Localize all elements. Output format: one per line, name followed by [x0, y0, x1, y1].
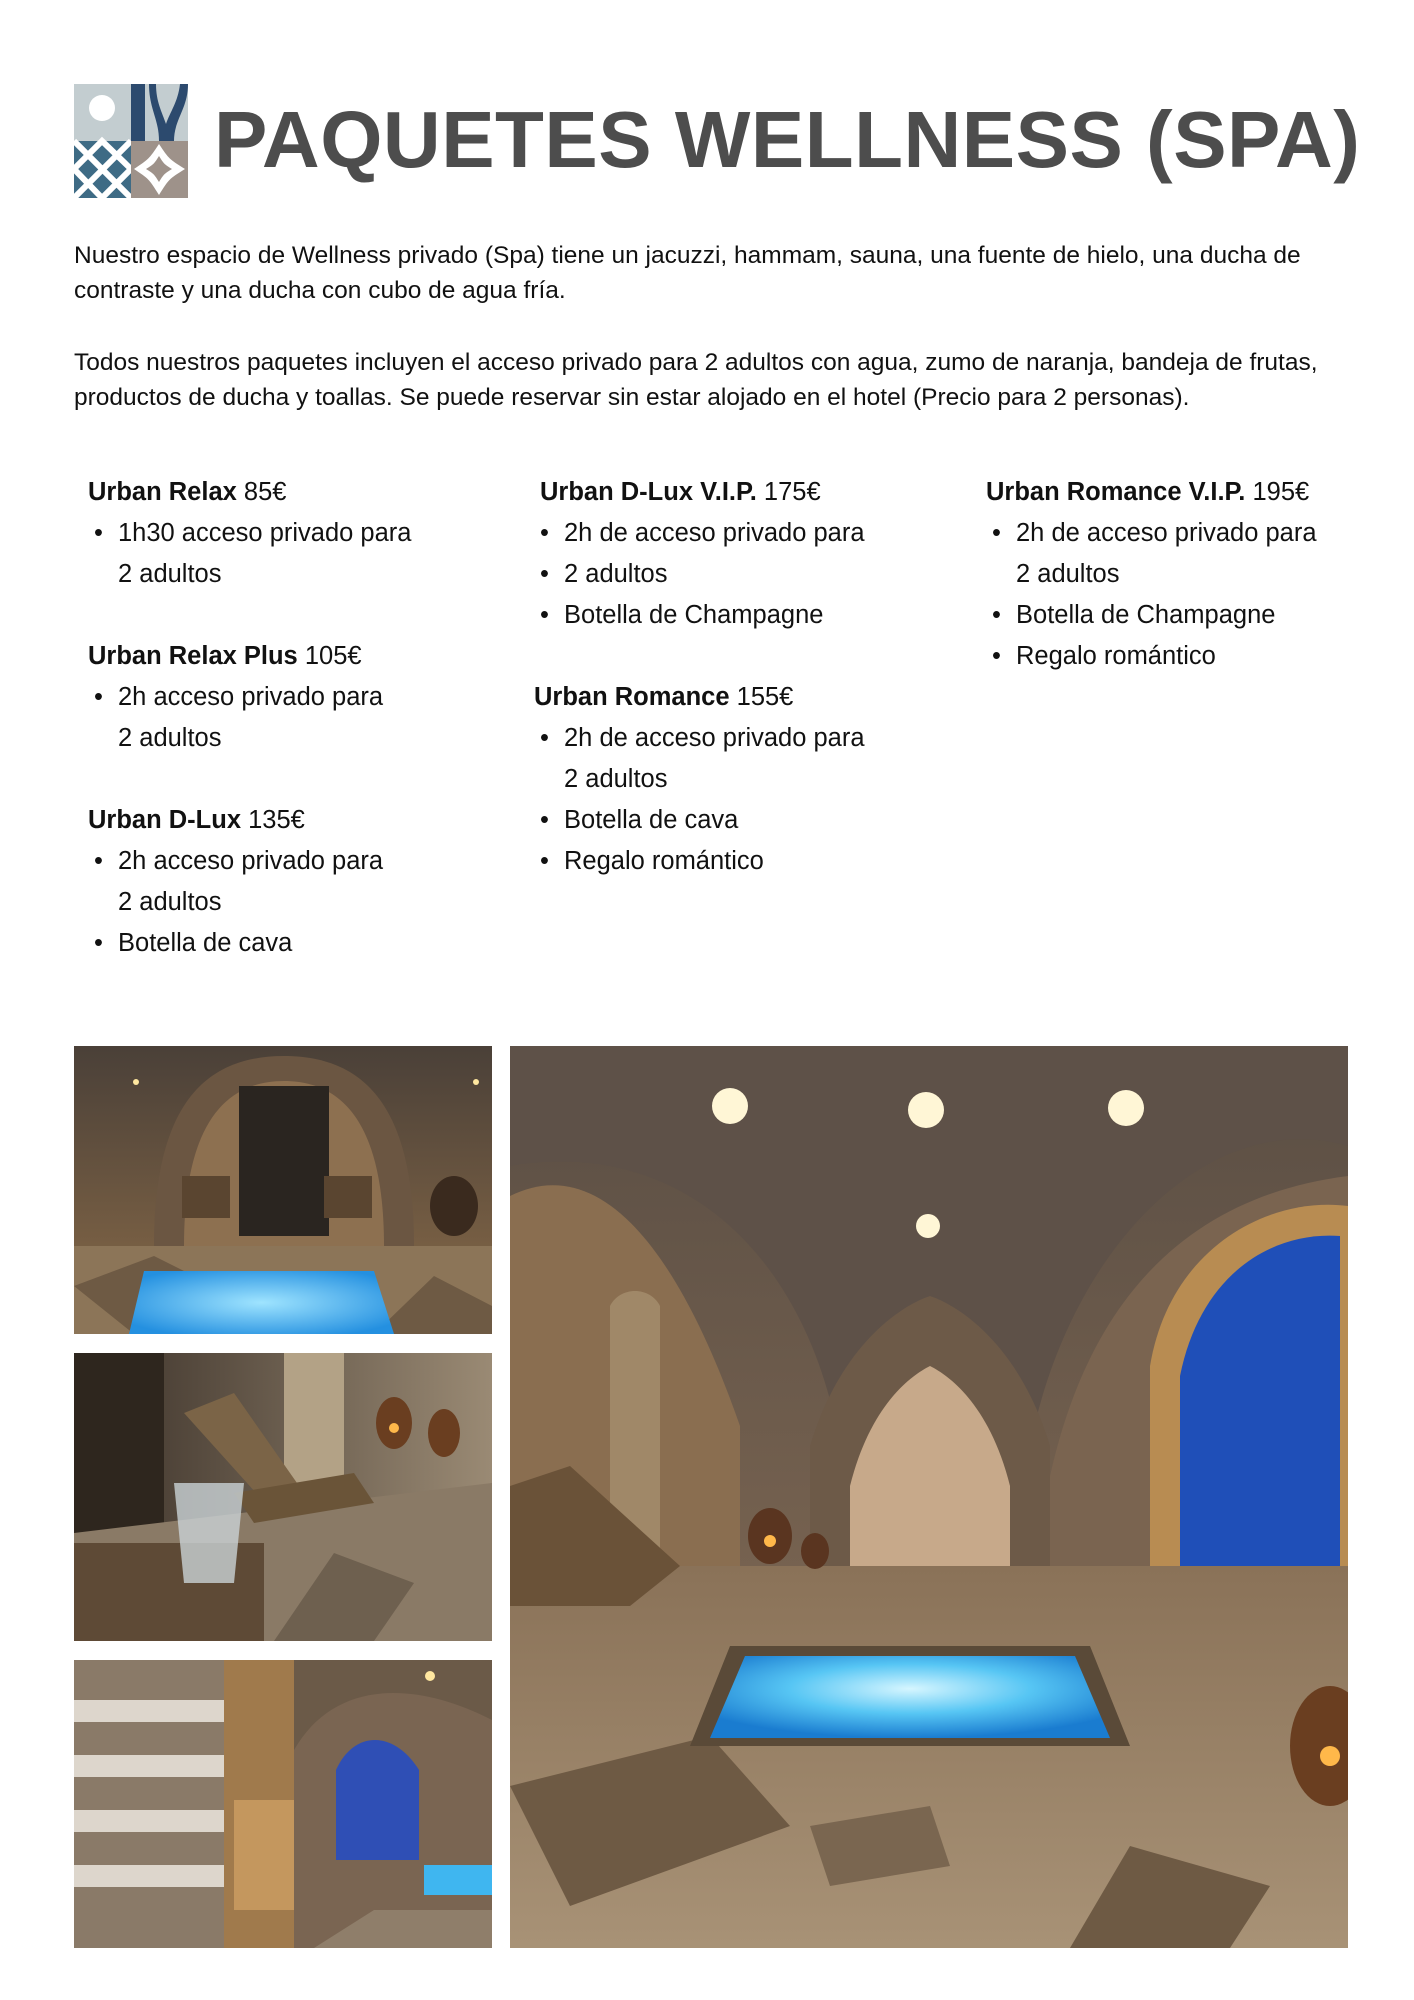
package-urban-dlux: [88, 800, 488, 964]
packages-column-2: [534, 472, 934, 923]
package-price: 105€: [304, 642, 362, 670]
intro-paragraph-included: Todos nuestros paquetes incluyen el acceso privado para 2 adultos con agua, zumo de naranja, bandeja de frutas, productos de ducha y toallas. Se puede reservar sin estar alojado en el hotel (Precio para 2 personas).: [74, 349, 1318, 411]
spa-photo-jacuzzi-alcove: [74, 1046, 492, 1334]
package-name: Urban Romance: [534, 683, 730, 711]
package-name: Urban Relax: [88, 478, 237, 506]
feature-item: • Botella de cava: [88, 923, 488, 964]
package-heading: [534, 677, 934, 718]
feature-item: • 2h de acceso privado para: [534, 513, 934, 554]
feature-item: • Botella de Champagne: [534, 595, 934, 636]
feature-item: • 2h de acceso privado para 2 adultos: [986, 513, 1386, 595]
package-urban-romance-vip: [986, 472, 1386, 677]
feature-item: • Regalo romántico: [534, 841, 934, 882]
package-heading: [88, 636, 488, 677]
package-price: 195€: [1252, 478, 1310, 506]
feature-item: • Botella de cava: [534, 800, 934, 841]
feature-item: • 1h30 acceso privado para 2 adultos: [88, 513, 488, 595]
package-urban-romance: [534, 677, 934, 882]
page-title: PAQUETES WELLNESS (SPA): [214, 95, 1361, 184]
package-features: [88, 677, 488, 759]
packages-column-3: [986, 472, 1386, 718]
package-price: 155€: [736, 683, 794, 711]
feature-item: • 2h de acceso privado para 2 adultos: [534, 718, 934, 800]
package-name: Urban Romance V.I.P.: [986, 478, 1246, 506]
package-features: [534, 513, 934, 636]
package-heading: [986, 472, 1386, 513]
spa-photo-sauna: [74, 1660, 492, 1948]
spa-photo-main-hammam: [510, 1046, 1348, 1948]
feature-item: • 2h acceso privado para 2 adultos: [88, 677, 488, 759]
package-name: Urban D-Lux V.I.P.: [540, 478, 757, 506]
package-urban-relax-plus: [88, 636, 488, 759]
package-features: [534, 718, 934, 882]
spa-photo-lounger-champagne: [74, 1353, 492, 1641]
feature-item: • Regalo romántico: [986, 636, 1386, 677]
intro-paragraph-facilities: Nuestro espacio de Wellness privado (Spa) tiene un jacuzzi, hammam, sauna, una fuente de hielo, una ducha de contraste y una ducha con cubo de agua fría.: [74, 242, 1301, 304]
feature-item: • 2 adultos: [534, 554, 934, 595]
package-urban-dlux-vip: [534, 472, 934, 636]
package-features: [88, 841, 488, 964]
package-name: Urban D-Lux: [88, 806, 241, 834]
hotel-logo-icon: [74, 84, 188, 198]
package-price: 175€: [763, 478, 821, 506]
package-urban-relax: [88, 472, 488, 595]
package-price: 85€: [243, 478, 287, 506]
package-features: [986, 513, 1386, 677]
package-price: 135€: [248, 806, 305, 834]
package-features: [88, 513, 488, 595]
package-name: Urban Relax Plus: [88, 642, 298, 670]
package-heading: [88, 472, 488, 513]
feature-item: • 2h acceso privado para 2 adultos: [88, 841, 488, 923]
packages-column-1: [88, 472, 488, 1005]
package-heading: [88, 800, 488, 841]
feature-item: • Botella de Champagne: [986, 595, 1386, 636]
package-heading: [540, 472, 934, 513]
